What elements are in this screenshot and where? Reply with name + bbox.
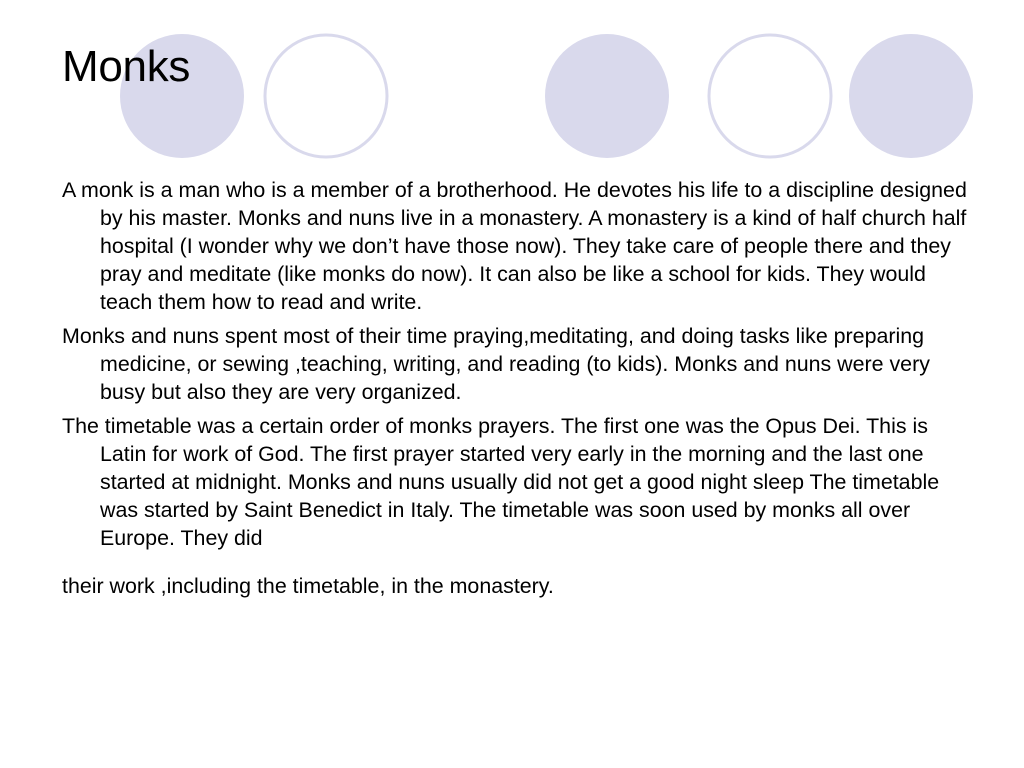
slide-body (62, 176, 977, 606)
paragraph-3-text: The timetable was a certain order of monks prayers. The first one was the Opus Dei. This is Latin for work of God. The first prayer started very early in the morning and the last one started at midnight. Monks and nuns usually did not get a good night sleep The timetable was started by Saint Benedict in Italy. The timetable was soon used by monks all over Europe. They did (62, 414, 940, 550)
circle-filled-3 (849, 34, 973, 158)
slide-title: Monks (62, 42, 191, 91)
paragraph-3-continuation: their work ,including the timetable, in the monastery. (62, 574, 554, 598)
circle-outline-2 (709, 35, 831, 157)
paragraph-1: A monk is a man who is a member of a brotherhood. He devotes his life to a discipline designed by his master. Monks and nuns live in a monastery. A monastery is a kind of half church half hospital (I wonder why we don’t have those now). They take care of people there and they pray and meditate (like monks do now). It can also be like a school for kids. They would teach them how to read and write. (62, 178, 967, 314)
circle-outline-1 (265, 35, 387, 157)
circle-filled-2 (545, 34, 669, 158)
paragraph-2: Monks and nuns spent most of their time praying,meditating, and doing tasks like preparing medicine, or sewing ,teaching, writing, and reading (to kids). Monks and nuns were very busy but also they are very organized. (62, 324, 930, 404)
paragraph-3 (62, 412, 977, 600)
